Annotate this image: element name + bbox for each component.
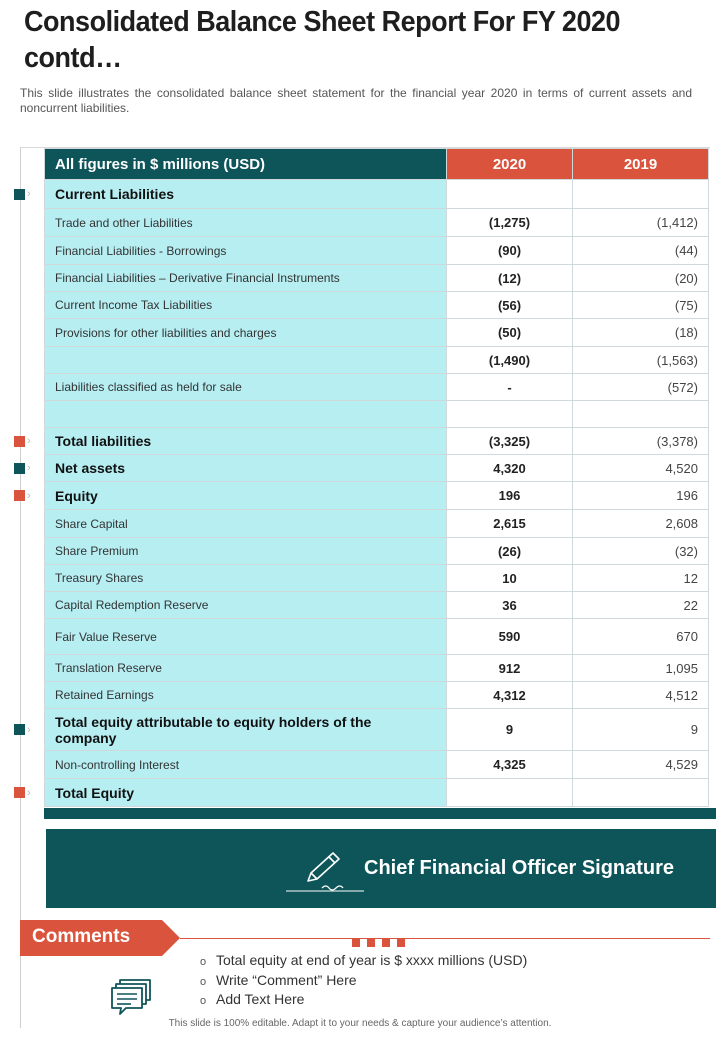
- comment-item: o Total equity at end of year is $ xxxx millions (USD): [200, 952, 528, 968]
- square-bullet-icon: [14, 436, 25, 447]
- value-2019: [573, 180, 709, 209]
- comments-dots: [352, 934, 412, 952]
- row-label: Fair Value Reserve: [45, 619, 447, 655]
- value-2019: (32): [573, 538, 709, 565]
- table-row: [45, 319, 709, 347]
- value-2020: 4,325: [447, 751, 573, 779]
- value-2020: 196: [447, 482, 573, 510]
- page-title: Consolidated Balance Sheet Report For FY 2020 contd…: [24, 6, 621, 74]
- comments-list: [200, 952, 527, 1011]
- row-label: Capital Redemption Reserve: [45, 592, 447, 619]
- square-bullet-icon: [14, 189, 25, 200]
- row-label: Total equity attributable to equity holders of the company: [45, 709, 447, 751]
- row-label: Net assets: [45, 455, 447, 482]
- value-2020: 590: [447, 619, 573, 655]
- row-label: Retained Earnings: [45, 682, 447, 709]
- value-2020: (12): [447, 265, 573, 292]
- value-2019: 1,095: [573, 655, 709, 682]
- value-2019: [573, 779, 709, 807]
- value-2020: (90): [447, 237, 573, 265]
- comments-title: Comments: [32, 926, 131, 947]
- row-label: Liabilities classified as held for sale: [45, 374, 447, 401]
- comment-item: o Add Text Here: [200, 991, 305, 1007]
- table-row: [45, 779, 709, 807]
- value-2020: (50): [447, 319, 573, 347]
- value-2020: (3,325): [447, 428, 573, 455]
- table-row: [45, 510, 709, 538]
- table-row: [45, 209, 709, 237]
- table-row: [45, 619, 709, 655]
- value-2020: (26): [447, 538, 573, 565]
- row-label: [45, 347, 447, 374]
- value-2019: (3,378): [573, 428, 709, 455]
- value-2020: 9: [447, 709, 573, 751]
- row-label: Financial Liabilities - Borrowings: [45, 237, 447, 265]
- table-row: [45, 180, 709, 209]
- value-2019: (1,412): [573, 209, 709, 237]
- row-label: Current Liabilities: [45, 180, 447, 209]
- table-row: [45, 709, 709, 751]
- square-bullet-icon: [14, 490, 25, 501]
- value-2020: [447, 401, 573, 428]
- row-label: Share Premium: [45, 538, 447, 565]
- table-row: [45, 592, 709, 619]
- value-2019: 2,608: [573, 510, 709, 538]
- chat-bubbles-icon: [110, 978, 154, 1023]
- table-row: [45, 655, 709, 682]
- table-row: [45, 428, 709, 455]
- chevron-right-icon: ›: [27, 786, 31, 799]
- chevron-right-icon: ›: [27, 462, 31, 475]
- row-label: Trade and other Liabilities: [45, 209, 447, 237]
- pen-signature-icon: [284, 851, 364, 898]
- row-label: Financial Liabilities – Derivative Financial Instruments: [45, 265, 447, 292]
- square-bullet-icon: [14, 787, 25, 798]
- row-label: Share Capital: [45, 510, 447, 538]
- table-bottom-bar: [44, 808, 716, 819]
- table-row: [45, 292, 709, 319]
- value-2019: 4,529: [573, 751, 709, 779]
- footer-note: This slide is 100% editable. Adapt it to your needs & capture your audience’s attention.: [168, 1018, 552, 1029]
- row-label: Provisions for other liabilities and charges: [45, 319, 447, 347]
- chevron-right-icon: ›: [27, 489, 31, 502]
- square-bullet-icon: [14, 463, 25, 474]
- signature-label: Chief Financial Officer Signature: [364, 857, 675, 879]
- value-2020: -: [447, 374, 573, 401]
- column-header-2020: 2020: [447, 149, 573, 180]
- row-marker-teal: [14, 460, 31, 478]
- value-2020: 4,320: [447, 455, 573, 482]
- row-label: Non-controlling Interest: [45, 751, 447, 779]
- table-body: [45, 180, 709, 807]
- row-label: Treasury Shares: [45, 565, 447, 592]
- value-2020: 10: [447, 565, 573, 592]
- value-2020: 2,615: [447, 510, 573, 538]
- table-row: [45, 538, 709, 565]
- table-row: [45, 347, 709, 374]
- value-2019: 9: [573, 709, 709, 751]
- table-row: [45, 401, 709, 428]
- value-2019: (1,563): [573, 347, 709, 374]
- value-2019: (572): [573, 374, 709, 401]
- row-label: Total liabilities: [45, 428, 447, 455]
- row-marker-teal: [14, 186, 31, 204]
- value-2019: 4,520: [573, 455, 709, 482]
- value-2019: 670: [573, 619, 709, 655]
- comment-item: o Write “Comment” Here: [200, 971, 357, 988]
- value-2019: 4,512: [573, 682, 709, 709]
- table-row: [45, 565, 709, 592]
- left-divider: [20, 148, 21, 1028]
- square-bullet-icon: [14, 724, 25, 735]
- column-header-2019: 2019: [573, 149, 709, 180]
- row-label: Total Equity: [45, 779, 447, 807]
- table-row: [45, 682, 709, 709]
- value-2019: (44): [573, 237, 709, 265]
- page-subtitle: This slide illustrates the consolidated balance sheet statement for the financial year 2020 in terms of current assets and noncurrent liabilities.: [20, 86, 692, 115]
- row-marker-red: [14, 784, 31, 802]
- table-row: [45, 237, 709, 265]
- balance-sheet-table: [44, 148, 709, 807]
- value-2019: (75): [573, 292, 709, 319]
- table-row: [45, 265, 709, 292]
- row-label: Translation Reserve: [45, 655, 447, 682]
- chevron-right-icon: ›: [27, 188, 31, 201]
- table-row: [45, 455, 709, 482]
- comments-divider: [180, 938, 710, 939]
- value-2019: [573, 401, 709, 428]
- table-header-row: [45, 149, 709, 180]
- row-label: Current Income Tax Liabilities: [45, 292, 447, 319]
- value-2019: (18): [573, 319, 709, 347]
- value-2020: 912: [447, 655, 573, 682]
- value-2020: [447, 180, 573, 209]
- value-2019: 22: [573, 592, 709, 619]
- value-2019: (20): [573, 265, 709, 292]
- chevron-right-icon: ›: [27, 723, 31, 736]
- row-marker-red: [14, 487, 31, 505]
- row-label: [45, 401, 447, 428]
- table-row: [45, 482, 709, 510]
- value-2020: (56): [447, 292, 573, 319]
- value-2019: 12: [573, 565, 709, 592]
- value-2020: 36: [447, 592, 573, 619]
- row-label: Equity: [45, 482, 447, 510]
- column-header-label: All figures in $ millions (USD): [45, 149, 447, 180]
- row-marker-teal: [14, 721, 31, 739]
- row-marker-red: [14, 433, 31, 451]
- table-row: [45, 751, 709, 779]
- chevron-right-icon: ›: [27, 435, 31, 448]
- signature-box: [46, 829, 716, 908]
- value-2020: 4,312: [447, 682, 573, 709]
- value-2020: (1,275): [447, 209, 573, 237]
- value-2019: 196: [573, 482, 709, 510]
- value-2020: [447, 779, 573, 807]
- table-row: [45, 374, 709, 401]
- value-2020: (1,490): [447, 347, 573, 374]
